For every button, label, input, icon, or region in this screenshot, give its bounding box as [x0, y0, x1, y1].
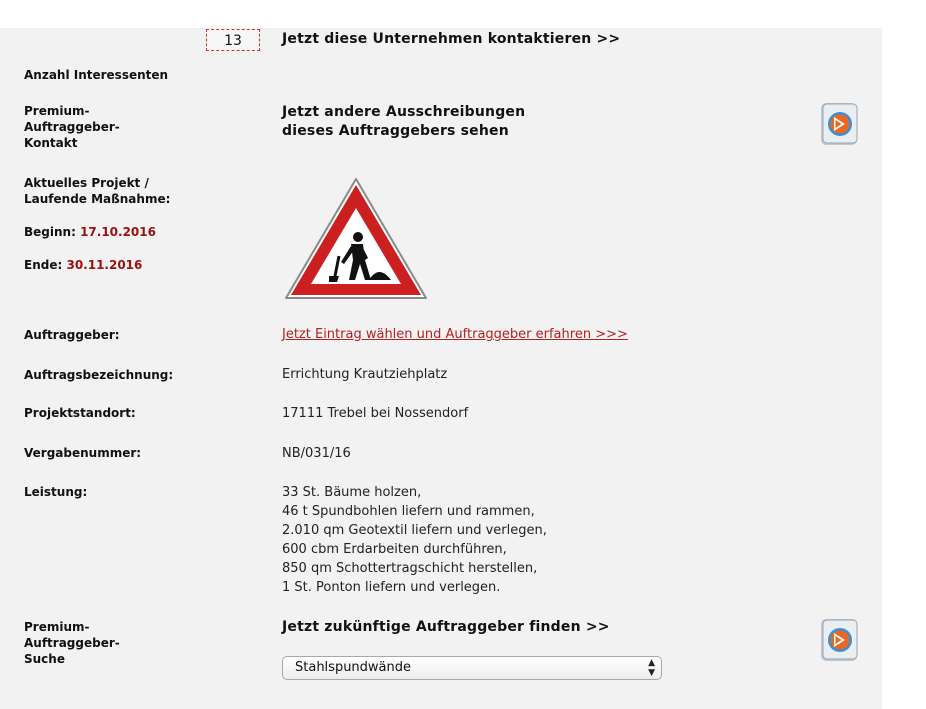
find-clients-go-button[interactable] — [820, 618, 860, 662]
service-label: Leistung: — [24, 485, 88, 499]
orange-arrow-button-icon — [820, 618, 860, 662]
select-updown-icon: ▲ ▼ — [648, 658, 655, 678]
service-line: 46 t Spundbohlen liefern und rammen, — [282, 504, 535, 519]
reveal-client-link[interactable]: Jetzt Eintrag wählen und Auftraggeber erfahren >>> — [282, 327, 628, 342]
order-title-value: Errichtung Krautziehplatz — [282, 367, 448, 382]
location-label: Projektstandort: — [24, 406, 136, 420]
service-value — [282, 483, 547, 597]
award-number-value: NB/031/16 — [282, 446, 351, 461]
begin-row: Beginn: 17.10.2016 — [24, 225, 156, 239]
find-clients-link[interactable]: Jetzt zukünftige Auftraggeber finden >> — [282, 619, 610, 635]
service-line: 1 St. Ponton liefern und verlegen. — [282, 580, 501, 595]
premium-search-label: Premium- Auftraggeber- Suche — [24, 620, 120, 666]
client-label: Auftraggeber: — [24, 328, 120, 342]
order-title-label: Auftragsbezeichnung: — [24, 368, 174, 382]
end-date: 30.11.2016 — [66, 258, 143, 272]
interest-count-badge: 13 — [206, 29, 260, 51]
service-line: 2.010 qm Geotextil liefern und verlegen, — [282, 523, 547, 538]
other-tenders-text[interactable]: Jetzt andere Ausschreibungen dieses Auftraggebers sehen — [282, 104, 526, 139]
award-number-label: Vergabenummer: — [24, 446, 142, 460]
category-select-value: Stahlspundwände — [295, 660, 412, 675]
service-line: 33 St. Bäume holzen, — [282, 485, 422, 500]
end-row: Ende: 30.11.2016 — [24, 258, 143, 272]
service-line: 850 qm Schottertragschicht herstellen, — [282, 561, 538, 576]
construction-warning-sign-icon — [283, 176, 429, 302]
location-value: 17111 Trebel bei Nossendorf — [282, 406, 469, 421]
contact-companies-link[interactable]: Jetzt diese Unternehmen kontaktieren >> — [282, 31, 621, 47]
premium-contact-label: Premium- Auftraggeber- Kontakt — [24, 104, 120, 150]
interest-count-label: Anzahl Interessenten — [24, 68, 169, 82]
begin-date: 17.10.2016 — [80, 225, 156, 239]
current-project-label: Aktuelles Projekt / Laufende Maßnahme: — [24, 176, 171, 206]
orange-arrow-button-icon — [820, 102, 860, 146]
other-tenders-go-button[interactable] — [820, 102, 860, 146]
service-line: 600 cbm Erdarbeiten durchführen, — [282, 542, 507, 557]
category-select[interactable] — [282, 656, 662, 680]
